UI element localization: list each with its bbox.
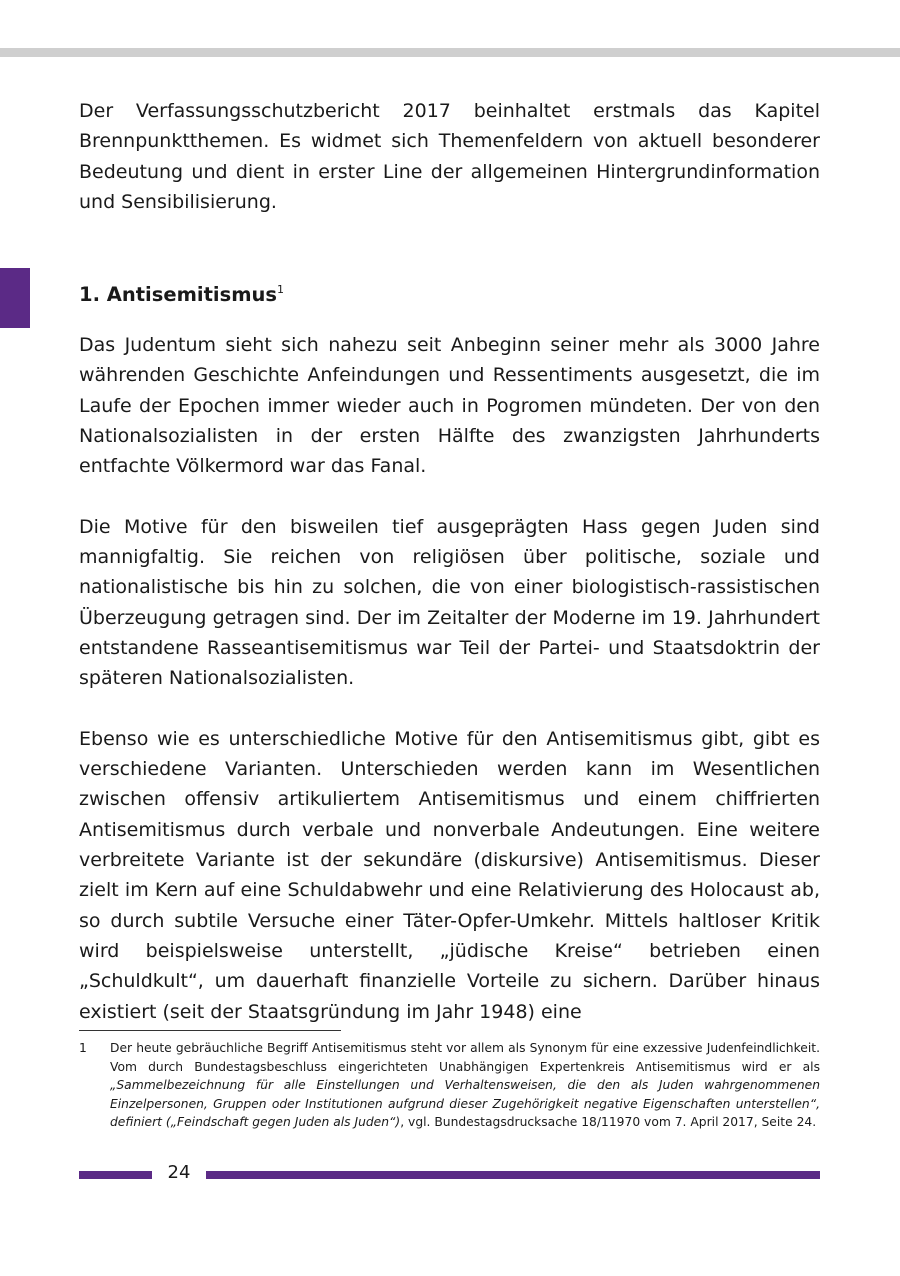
section-body — [79, 330, 820, 1027]
chapter-side-marker — [0, 268, 30, 328]
footnote-reference[interactable]: 1 — [277, 283, 284, 296]
footnote-text-before: Der heute gebräuchliche Begriff Antisemitismus steht vor allem als Synonym für eine exzessive Judenfeindlichkeit. Vom durch Bundestagsbeschluss eingerichteten Unabhängigen Expertenkreis Antisemitismus wird er als — [110, 1041, 820, 1074]
page-bar-right — [206, 1171, 820, 1179]
footnote-separator — [79, 1030, 341, 1031]
footnote — [79, 1039, 820, 1132]
footnote-text-after: , vgl. Bundestagsdrucksache 18/11970 vom 7. April 2017, Seite 24. — [400, 1115, 817, 1129]
body-paragraph-2: Die Motive für den bisweilen tief ausgeprägten Hass gegen Juden sind mannigfaltig. Sie reichen von religiösen über politische, soziale und nationalistische bis hin zu solchen, die von einer biologistisch-rassistischen Überzeugung getragen sind. Der im Zeitalter der Moderne im 19. Jahrhundert entstandene Rasseantisemitismus war Teil der Partei- und Staatsdoktrin der späteren Nationalsozialisten. — [79, 515, 820, 690]
footnote-text — [110, 1039, 820, 1132]
body-paragraph-3: Ebenso wie es unterschiedliche Motive für den Antisemitismus gibt, gibt es verschiedene Varianten. Unterschieden werden kann im Wesentlichen zwischen offensiv artikuliertem Antisemitismus und einem chiffrierten Antisemitismus durch verbale und nonverbale Andeutungen. Eine weitere verbreitete Variante ist der sekundäre (diskursive) Antisemitismus. Dieser zielt im Kern auf eine Schuldabwehr und eine Relativierung des Holocaust ab, so durch subtile Versuche einer Täter-Opfer-Umkehr. Mittels haltloser Kritik wird beispielsweise unterstellt, „jüdische Kreise“ betrieben einen „Schuldkult“, um dauerhaft finanzielle Vorteile zu sichern. Darüber hinaus existiert (seit der Staatsgründung im Jahr 1948) eine — [79, 727, 820, 1023]
page-number: 24 — [167, 1162, 191, 1183]
section-heading — [79, 276, 284, 309]
intro-block — [79, 96, 820, 217]
intro-paragraph: Der Verfassungsschutzbericht 2017 beinhaltet erstmals das Kapitel Brennpunktthemen. Es widmet sich Themenfeldern von aktuell besonderer Bedeutung und dient in erster Line der allgemeinen Hintergrundinformation und Sensibilisierung. — [79, 100, 820, 213]
footnote-definition-quote: „Sammelbezeichnung für alle Einstellungen und Verhaltensweisen, die den als Juden wahrgenommenen Einzelpersonen, Gruppen oder Institutionen aufgrund dieser Zugehörigkeit negative Eigenschaften unterstellen“, definiert („Feindschaft gegen Juden als Juden“) — [110, 1078, 820, 1129]
footnote-number: 1 — [79, 1041, 87, 1055]
section-heading-text: 1. Antisemitismus — [79, 283, 277, 306]
body-paragraph-1: Das Judentum sieht sich nahezu seit Anbeginn seiner mehr als 3000 Jahre währenden Geschichte Anfeindungen und Ressentiments ausgesetzt, die im Laufe der Epochen immer wieder auch in Pogromen mündeten. Der von den Nationalsozialisten in der ersten Hälfte des zwanzigsten Jahrhunderts entfachte Völkermord war das Fanal. — [79, 334, 820, 478]
top-rule — [0, 48, 900, 57]
page-bar-left — [79, 1171, 152, 1179]
